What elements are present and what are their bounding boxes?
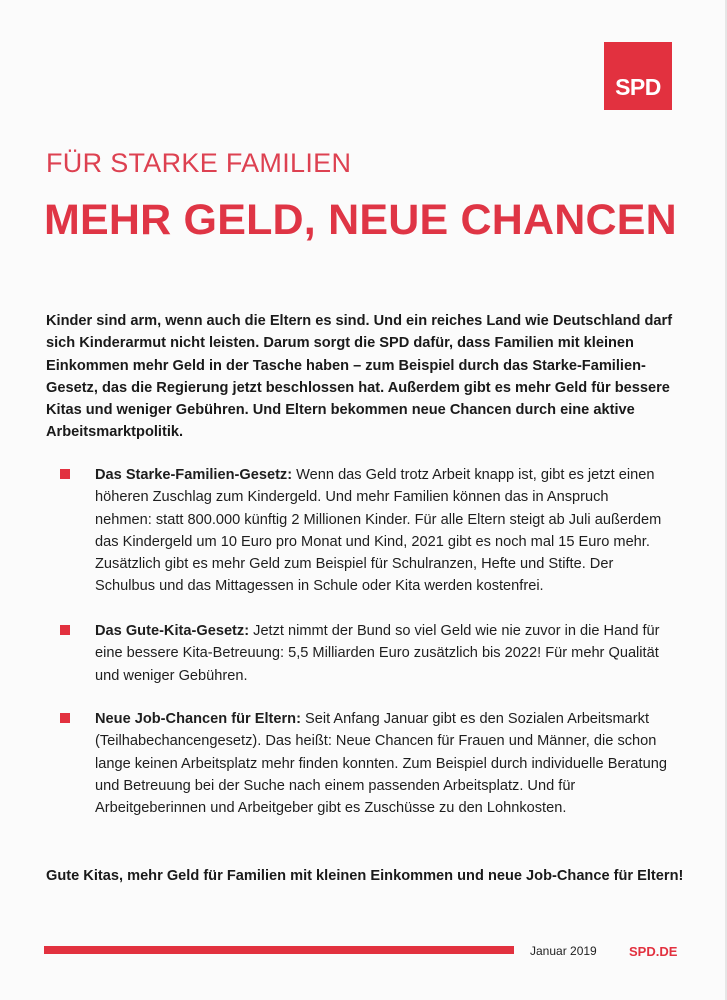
- bullet-text: [95, 708, 667, 819]
- footer-website: SPD.DE: [629, 944, 678, 959]
- kicker-title: FÜR STARKE FAMILIEN: [46, 148, 352, 178]
- bullet-title: Das Gute-Kita-Gesetz:: [95, 623, 250, 639]
- logo-text: SPD: [615, 74, 661, 100]
- closing-statement: Gute Kitas, mehr Geld für Familien mit kleinen Einkommen und neue Job-Chance für Eltern!: [46, 868, 684, 884]
- headline: MEHR GELD, NEUE CHANCEN: [44, 196, 677, 244]
- bullet-body: Seit Anfang Januar gibt es den Sozialen Arbeitsmarkt (Teilhabechancengesetz). Das heißt: Neue Chancen für Frauen und Männer, die schon lange keinen Arbeitsplatz mehr finden konnten. Zum Beispiel durch individuelle Beratung und Betreuung bei der Suche nach einem passenden Arbeitsplatz. Und für Arbeitgeberinnen und Arbeitgeber gibt es Zuschüsse zu den Lohnkosten.: [95, 711, 667, 817]
- bullet-title: Neue Job-Chancen für Eltern:: [95, 711, 301, 727]
- spd-logo: [604, 42, 672, 110]
- footer-date: Januar 2019: [530, 944, 597, 958]
- intro-paragraph: Kinder sind arm, wenn auch die Eltern es sind. Und ein reiches Land wie Deutschland darf sich Kinderarmut nicht leisten. Darum sorgt die SPD dafür, dass Familien mit kleinen Einkommen mehr Geld in der Tasche haben – zum Beispiel durch das Starke-Familien-Gesetz, das die Regierung jetzt beschlossen hat. Außerdem gibt es mehr Geld für bessere Kitas und weniger Gebühren. Und Eltern bekommen neue Chancen durch eine aktive Arbeitsmarktpolitik.: [46, 313, 673, 441]
- bullet-title: Das Starke-Familien-Gesetz:: [95, 467, 293, 483]
- bullet-square-icon: [60, 713, 70, 723]
- bullet-text: [95, 620, 667, 687]
- bullet-body: Jetzt nimmt der Bund so viel Geld wie nie zuvor in die Hand für eine bessere Kita-Betreuung: 5,5 Milliarden Euro zusätzlich bis 2022! Für mehr Qualität und weniger Gebühren.: [95, 623, 660, 684]
- footer-rule: [44, 946, 514, 954]
- bullet-body: Wenn das Geld trotz Arbeit knapp ist, gibt es jetzt einen höheren Zuschlag zum Kindergeld. Und mehr Familien können das in Anspruch nehmen: statt 800.000 künftig 2 Millionen Kinder. Für alle Eltern steigt ab Juli außerdem das Kindergeld um 10 Euro pro Monat und Kind, 2021 gibt es noch mal 15 Euro mehr. Zusätzlich gibt es mehr Geld zum Beispiel für Schulranzen, Hefte und Stifte. Der Schulbus und das Mittagessen in Schule oder Kita werden kostenfrei.: [95, 467, 662, 595]
- bullet-square-icon: [60, 625, 70, 635]
- bullet-text: [95, 464, 667, 598]
- bullet-square-icon: [60, 469, 70, 479]
